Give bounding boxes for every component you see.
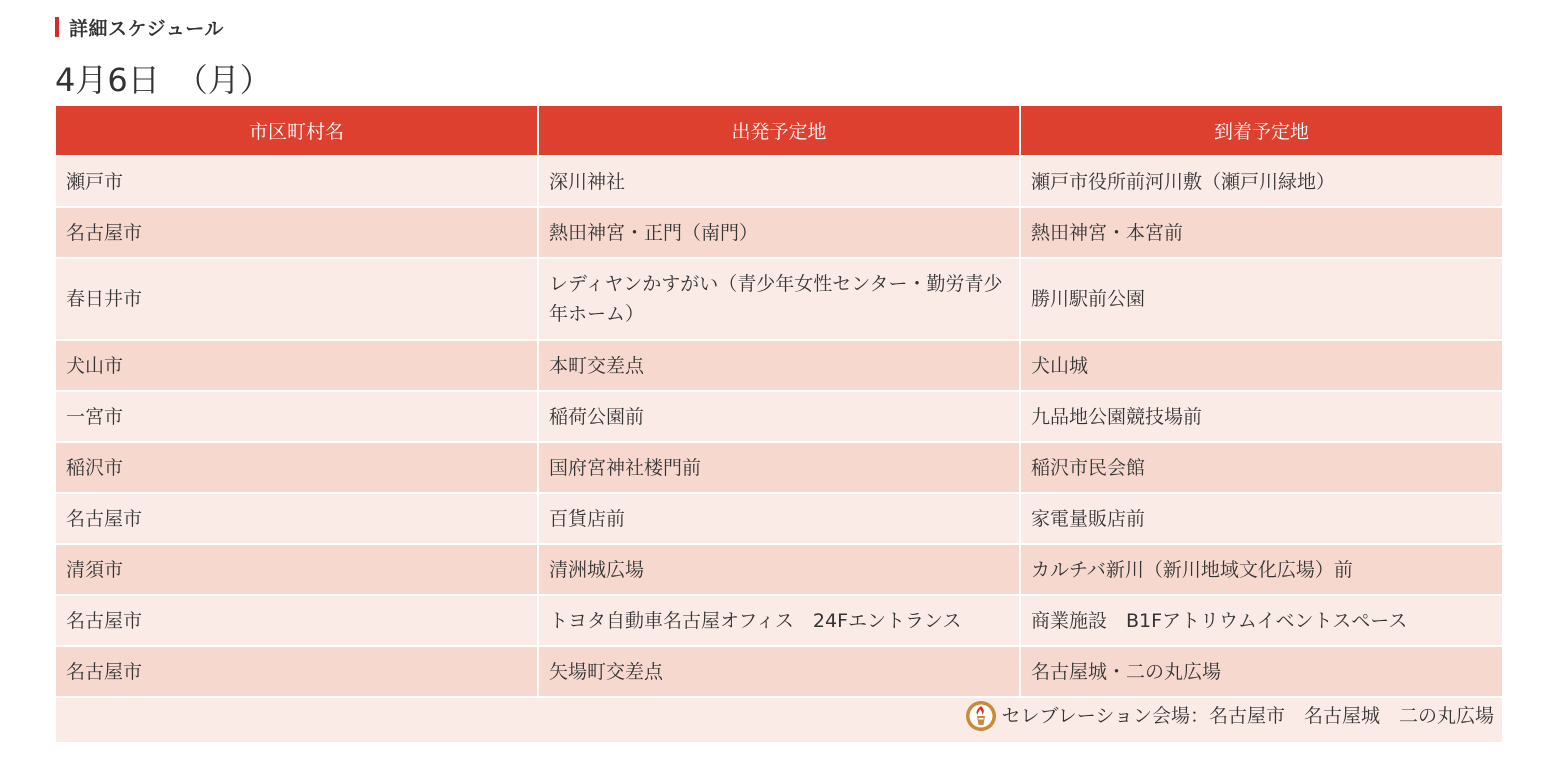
celebration-row (56, 697, 1502, 743)
celebration-text: セレブレーション会場：名古屋市 名古屋城 二の丸広場 (1001, 704, 1494, 727)
table-row (56, 207, 1502, 258)
table-row (56, 544, 1502, 595)
cell-arrival: カルチバ新川（新川地域文化広場）前 (1020, 544, 1502, 595)
cell-departure: 本町交差点 (538, 340, 1020, 391)
section-heading-text: 詳細スケジュール (69, 17, 224, 40)
celebration-venue (966, 701, 1494, 731)
cell-city: 稲沢市 (56, 442, 538, 493)
table-row (56, 340, 1502, 391)
table-row (56, 442, 1502, 493)
cell-arrival: 商業施設 B1Fアトリウムイベントスペース (1020, 595, 1502, 646)
cell-arrival: 稲沢市民会館 (1020, 442, 1502, 493)
cell-departure: 清洲城広場 (538, 544, 1020, 595)
cell-city: 春日井市 (56, 258, 538, 340)
cell-arrival: 家電量販店前 (1020, 493, 1502, 544)
cell-departure: 熱田神宮・正門（南門） (538, 207, 1020, 258)
cell-arrival: 九品地公園競技場前 (1020, 391, 1502, 442)
cell-city: 名古屋市 (56, 646, 538, 697)
table-row (56, 646, 1502, 697)
cell-departure: 百貨店前 (538, 493, 1020, 544)
header-departure: 出発予定地 (538, 106, 1020, 156)
heading-accent-bar (55, 17, 59, 37)
table-row (56, 595, 1502, 646)
table-row (56, 156, 1502, 207)
cell-city: 一宮市 (56, 391, 538, 442)
cell-city: 名古屋市 (56, 493, 538, 544)
cell-arrival: 犬山城 (1020, 340, 1502, 391)
torch-icon (966, 701, 996, 731)
table-row (56, 258, 1502, 340)
cell-city: 瀬戸市 (56, 156, 538, 207)
table-row (56, 391, 1502, 442)
cell-arrival: 名古屋城・二の丸広場 (1020, 646, 1502, 697)
cell-departure: 矢場町交差点 (538, 646, 1020, 697)
section-heading (55, 14, 224, 40)
cell-departure: 深川神社 (538, 156, 1020, 207)
cell-departure: レディヤンかすがい（青少年女性センター・勤労青少年ホーム） (538, 258, 1020, 340)
cell-city: 犬山市 (56, 340, 538, 391)
cell-departure: トヨタ自動車名古屋オフィス 24Fエントランス (538, 595, 1020, 646)
celebration-cell (56, 697, 1502, 743)
table-row (56, 493, 1502, 544)
cell-city: 清須市 (56, 544, 538, 595)
cell-departure: 国府宮神社楼門前 (538, 442, 1020, 493)
table-header-row (56, 106, 1502, 156)
cell-city: 名古屋市 (56, 207, 538, 258)
header-arrival: 到着予定地 (1020, 106, 1502, 156)
cell-arrival: 勝川駅前公園 (1020, 258, 1502, 340)
cell-city: 名古屋市 (56, 595, 538, 646)
cell-arrival: 熱田神宮・本宮前 (1020, 207, 1502, 258)
cell-departure: 稲荷公園前 (538, 391, 1020, 442)
header-city: 市区町村名 (56, 106, 538, 156)
schedule-table (56, 106, 1502, 744)
cell-arrival: 瀬戸市役所前河川敷（瀬戸川緑地） (1020, 156, 1502, 207)
date-title: 4月6日 （月） (55, 61, 272, 99)
